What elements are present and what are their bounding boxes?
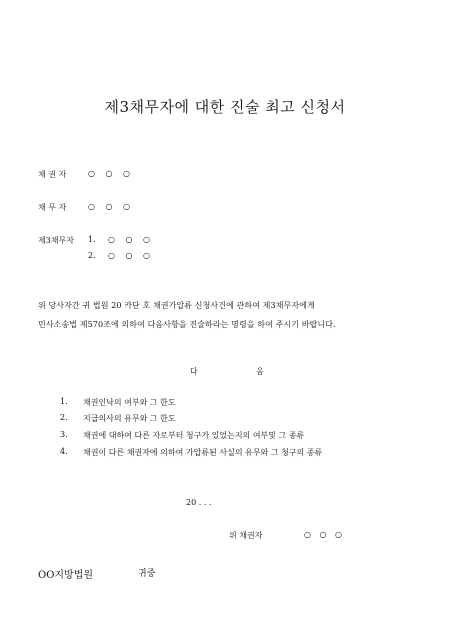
item-num-2: 2. xyxy=(60,413,68,422)
third-party-value-2: ○ ○ ○ xyxy=(108,251,151,260)
debtor-label: 채 무 자 xyxy=(38,203,67,212)
court-suffix: 귀중 xyxy=(138,569,156,579)
item-num-3: 3. xyxy=(60,430,68,439)
body-line-2: 민사소송법 제570조에 의하여 다음사항을 진술하라는 명령을 하여 주시기 바랍니다. xyxy=(38,320,336,329)
court-name: OO지방법원 xyxy=(38,570,94,581)
signer-value: ○ ○ ○ xyxy=(304,530,343,539)
third-party-label: 제3채무자 xyxy=(38,236,75,245)
item-text-3: 채권에 대하여 다른 자로부터 청구가 있었는지의 여부및 그 종류 xyxy=(83,431,305,440)
section-head-right: 음 xyxy=(256,367,264,376)
third-party-value-1: ○ ○ ○ xyxy=(108,235,151,244)
document-title: 제3채무자에 대한 진술 최고 신청서 xyxy=(104,98,346,116)
section-head-left: 다 xyxy=(190,367,198,376)
item-text-1: 채권인낙의 여부와 그 한도 xyxy=(83,398,176,407)
signer-label: 위 채권자 xyxy=(229,531,263,540)
item-num-1: 1. xyxy=(60,397,68,406)
item-num-4: 4. xyxy=(60,447,68,456)
item-text-2: 지급의사의 유무와 그 한도 xyxy=(83,414,176,423)
body-line-1: 위 당사자간 귀 법원 20 카단 호 채권가압류 신청사건에 관하여 제3채무자에게 xyxy=(38,301,315,310)
debtor-value: ○ ○ ○ xyxy=(88,202,131,211)
third-party-num-2: 2. xyxy=(88,251,96,260)
creditor-label: 채 권 자 xyxy=(38,170,67,179)
third-party-num-1: 1. xyxy=(88,235,96,244)
creditor-value: ○ ○ ○ xyxy=(88,169,131,178)
item-text-4: 채권이 다른 채권자에 의하여 가압류된 사실의 유무와 그 청구의 종류 xyxy=(83,448,323,457)
document-date: 20 . . . xyxy=(186,498,212,507)
